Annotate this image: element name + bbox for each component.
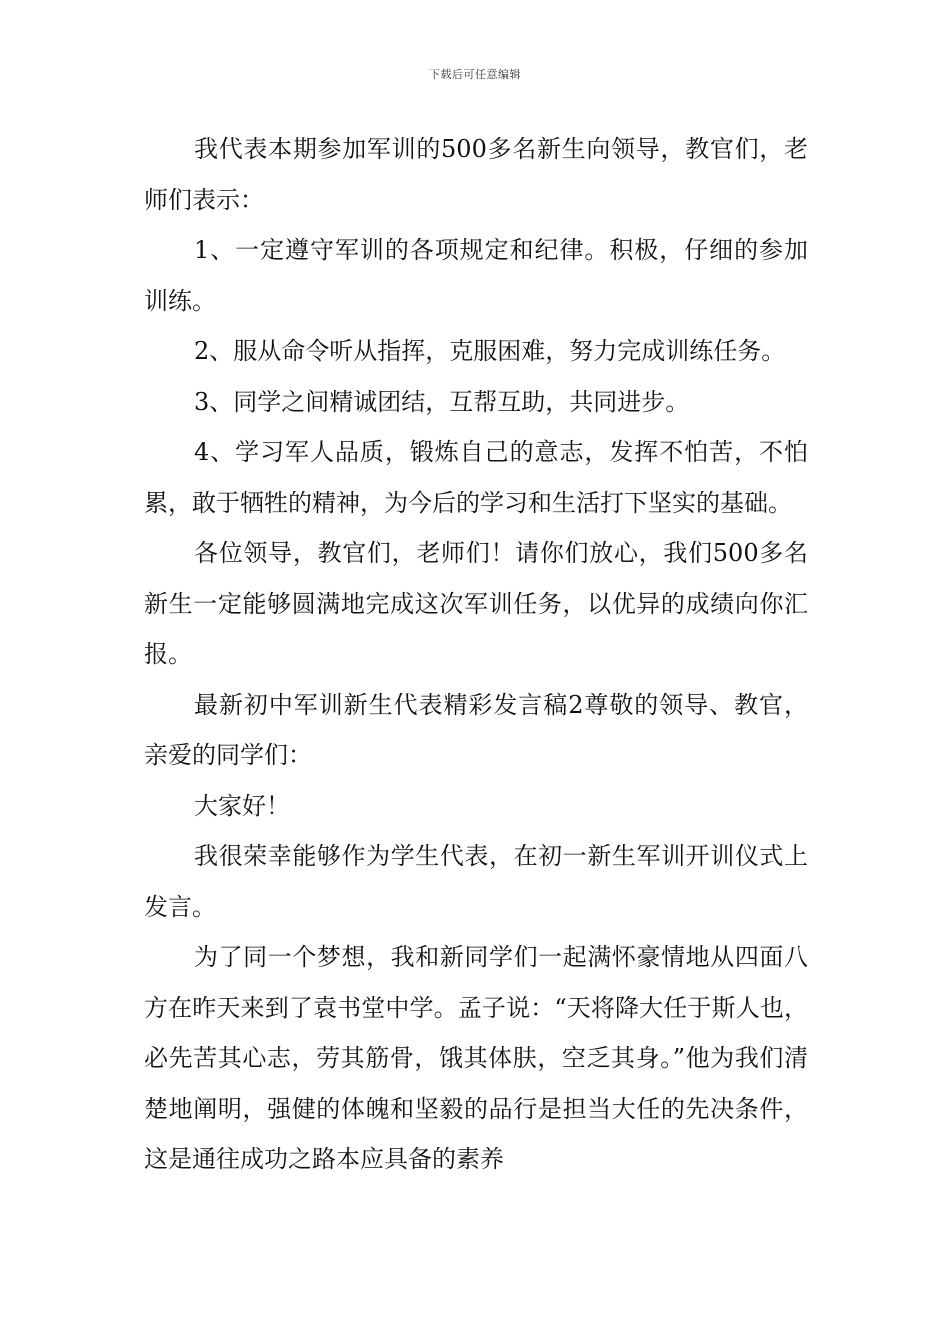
paragraph-pledge-4: 4、学习军人品质，锻炼自己的意志，发挥不怕苦，不怕累，敢于牺牲的精神，为今后的学习和生活打下坚实的基础。 <box>144 438 808 517</box>
paragraph-pledge-2: 2、服从命令听从指挥，克服困难，努力完成训练任务。 <box>194 337 786 365</box>
paragraph-pledge-1: 1、一定遵守军训的各项规定和纪律。积极，仔细的参加训练。 <box>144 236 808 315</box>
paragraph-pledge-intro: 我代表本期参加军训的500多名新生向领导，教官们，老师们表示： <box>144 135 808 214</box>
page-header-note: 下载后可任意编辑 <box>429 68 521 81</box>
paragraph-reassurance: 各位领导，教官们，老师们！请你们放心，我们500多名新生一定能够圆满地完成这次军训任务，以优异的成绩向你汇报。 <box>144 539 808 668</box>
document-body <box>144 124 808 1185</box>
paragraph-pledge-3: 3、同学之间精诚团结，互帮互助，共同进步。 <box>194 387 690 416</box>
paragraph-dream: 为了同一个梦想，我和新同学们一起满怀豪情地从四面八方在昨天来到了袁书堂中学。孟子说：“天将降大任于斯人也，必先苦其心志，劳其筋骨，饿其体肤，空乏其身。”他为我们清楚地阐明，强健的体魄和坚毅的品行是担当大任的先决条件，这是通往成功之路本应具备的素养 <box>144 943 808 1173</box>
paragraph-honor: 我很荣幸能够作为学生代表，在初一新生军训开训仪式上发言。 <box>144 842 808 921</box>
paragraph-greeting: 大家好！ <box>194 791 290 820</box>
paragraph-speech-2-title: 最新初中军训新生代表精彩发言稿2尊敬的领导、教官，亲爱的同学们： <box>144 690 808 769</box>
